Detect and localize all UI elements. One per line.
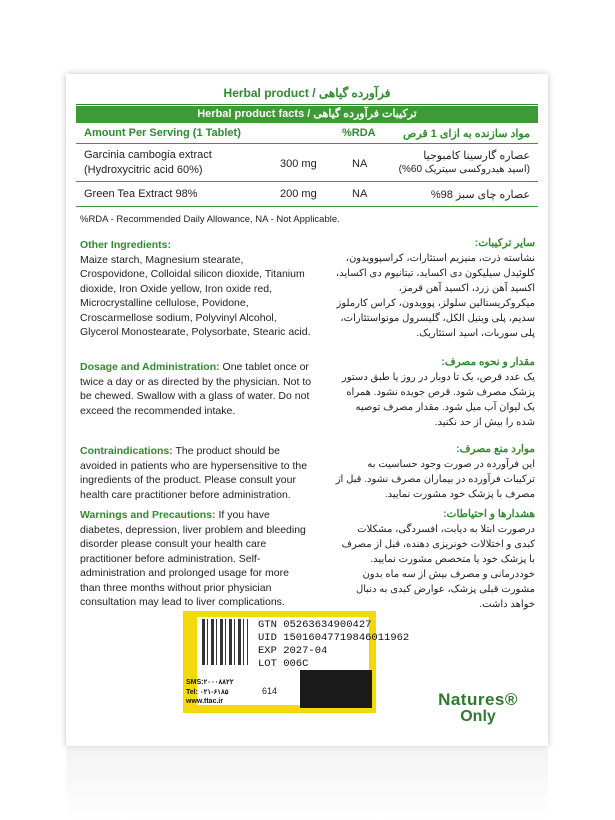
ingredient-rda: NA	[352, 188, 368, 200]
table-row	[76, 145, 538, 182]
ingredient-name: Garcinia cambogia extract	[84, 149, 212, 161]
contra-title: Contraindications:	[80, 445, 173, 457]
other-ingredients-fa	[335, 236, 535, 341]
label-exp: EXP 2027-04	[258, 645, 328, 657]
contraindications	[80, 444, 312, 502]
label-lot: LOT 006C	[258, 658, 309, 670]
ingredient-fa: عصاره چای سبز 98%	[430, 189, 530, 201]
ingredient-name: Green Tea Extract 98%	[84, 188, 198, 200]
other-ingredients-fa-title: سایر ترکیبات:	[474, 237, 535, 249]
box-reflection	[66, 748, 548, 820]
brand-line1: Natures®	[438, 690, 518, 709]
warnings-fa-title: هشدارها و احتیاطات:	[443, 508, 535, 520]
product-type-title: Herbal product / فرآورده گیاهی	[76, 82, 538, 105]
dosage-fa	[335, 355, 535, 430]
col-fa: مواد سازنده به ازای 1 قرص	[402, 128, 530, 140]
brand-logo	[430, 690, 526, 726]
dosage	[80, 360, 312, 418]
label-uid: UID 15016047719846011962	[258, 632, 410, 644]
contra-fa-title: موارد منع مصرف:	[456, 443, 535, 455]
security-hologram	[300, 670, 372, 708]
table-row	[76, 182, 538, 207]
warnings-fa-text: درصورت ابتلا به دیابت، افسردگی، مشکلات کبدی و اختلالات خونریزی دهنده، قبل از مصرف با پزشک خود یا متخصص مشورت نمایید. خوددرمانی و مصرف بیش از سه ماه بدون مشورت قبلی پزشک، عوارض کبدی به دنبال خواهد داشت.	[341, 524, 535, 610]
table-header	[76, 123, 538, 144]
col-rda: %RDA	[342, 127, 376, 139]
label-web: www.ttac.ir	[186, 698, 224, 705]
dosage-fa-title: مقدار و نحوه مصرف:	[441, 356, 535, 368]
label-gtn: GTN 05263634900427	[258, 619, 372, 631]
other-ingredients-title: Other Ingredients:	[80, 239, 172, 251]
other-ingredients-text: Maize starch, Magnesium stearate, Crospovidone, Colloidal silicon dioxide, Titanium dioxide, Iron Oxide yellow, Iron oxide red, Microcrystalline cellulose, Povidone, Croscarmellose sodium, Polyvinyl Alcohol, Glycerol Monostearate, Polysorbate, Stearic acid.	[80, 253, 311, 338]
dosage-fa-text: یک عدد قرص، یک تا دوبار در روز یا طبق دستور پزشک مصرف شود. قرص جویده نشود. همراه یک لیوان آب میل شود. مقدار مصرف توصیه شده را بیش از حد نکنید.	[341, 372, 535, 428]
col-amount: Amount Per Serving (1 Tablet)	[84, 127, 241, 139]
label-sms: SMS:۲۰۰۰۸۸۲۲	[186, 679, 234, 686]
dosage-text: One tablet once or twice a day or as directed by the physician. Not to be chewed. Swallow with a glass of water. Do not exceed the recommended intake.	[80, 361, 312, 417]
warnings	[80, 508, 312, 610]
other-ingredients-fa-text: نشاسته ذرت، منیزیم استئارات، کراسپوویدون، کلوئیدل سیلیکون دی اکساید، تیتانیوم دی اکساید، اکسید آهن زرد، اکسید آهن قرمز، میکروکریستالین سلولز، پوویدون، کراس کارملوز سدیم، پلی وینیل الکل، گلیسرول مونواستئارات، پلی سوربات، اسید استئاریک.	[335, 253, 535, 339]
ingredient-fa-sub: (اسید هیدروکسی سیتریک 60%)	[398, 164, 530, 175]
warnings-text: If you have diabetes, depression, liver problem and bleeding disorder please consult your health care practitioner before administration. Self-administration and prolonged usage for more than three months without prior physician consultation may lead to liver complications.	[80, 509, 306, 608]
contra-text: The product should be avoided in patients who are hypersensitive to the ingredients of the product. Please consult your health care practitioner before administration.	[80, 445, 308, 501]
ingredient-rda: NA	[352, 158, 368, 170]
warnings-title: Warnings and Precautions:	[80, 509, 216, 521]
label-number: 614	[262, 686, 278, 696]
dosage-title: Dosage and Administration:	[80, 361, 220, 373]
ingredient-fa: عصاره گارسینا کامبوجیا	[423, 150, 530, 162]
warnings-fa	[335, 507, 535, 612]
ingredient-name-sub: (Hydroxycitric acid 60%)	[84, 164, 203, 176]
contra-fa	[335, 442, 535, 502]
brand-line2: Only	[460, 708, 496, 725]
ingredient-amount: 300 mg	[280, 158, 317, 170]
other-ingredients	[80, 238, 312, 340]
qr-code-icon	[202, 619, 248, 665]
rda-note: %RDA - Recommended Daily Allowance, NA - Not Applicable.	[80, 214, 340, 225]
label-tel: Tel: ۰۲۱-۶۱۸۵	[186, 689, 229, 696]
ingredient-amount: 200 mg	[280, 188, 317, 200]
contra-fa-text: این فرآورده در صورت وجود حساسیت به ترکیبات فرآورده در بیماران مصرف نشود. قبل از مصرف با پزشک خود مشورت نمایید.	[335, 459, 535, 500]
facts-bar: Herbal product facts / ترکیبات فرآورده گیاهی	[76, 106, 538, 123]
